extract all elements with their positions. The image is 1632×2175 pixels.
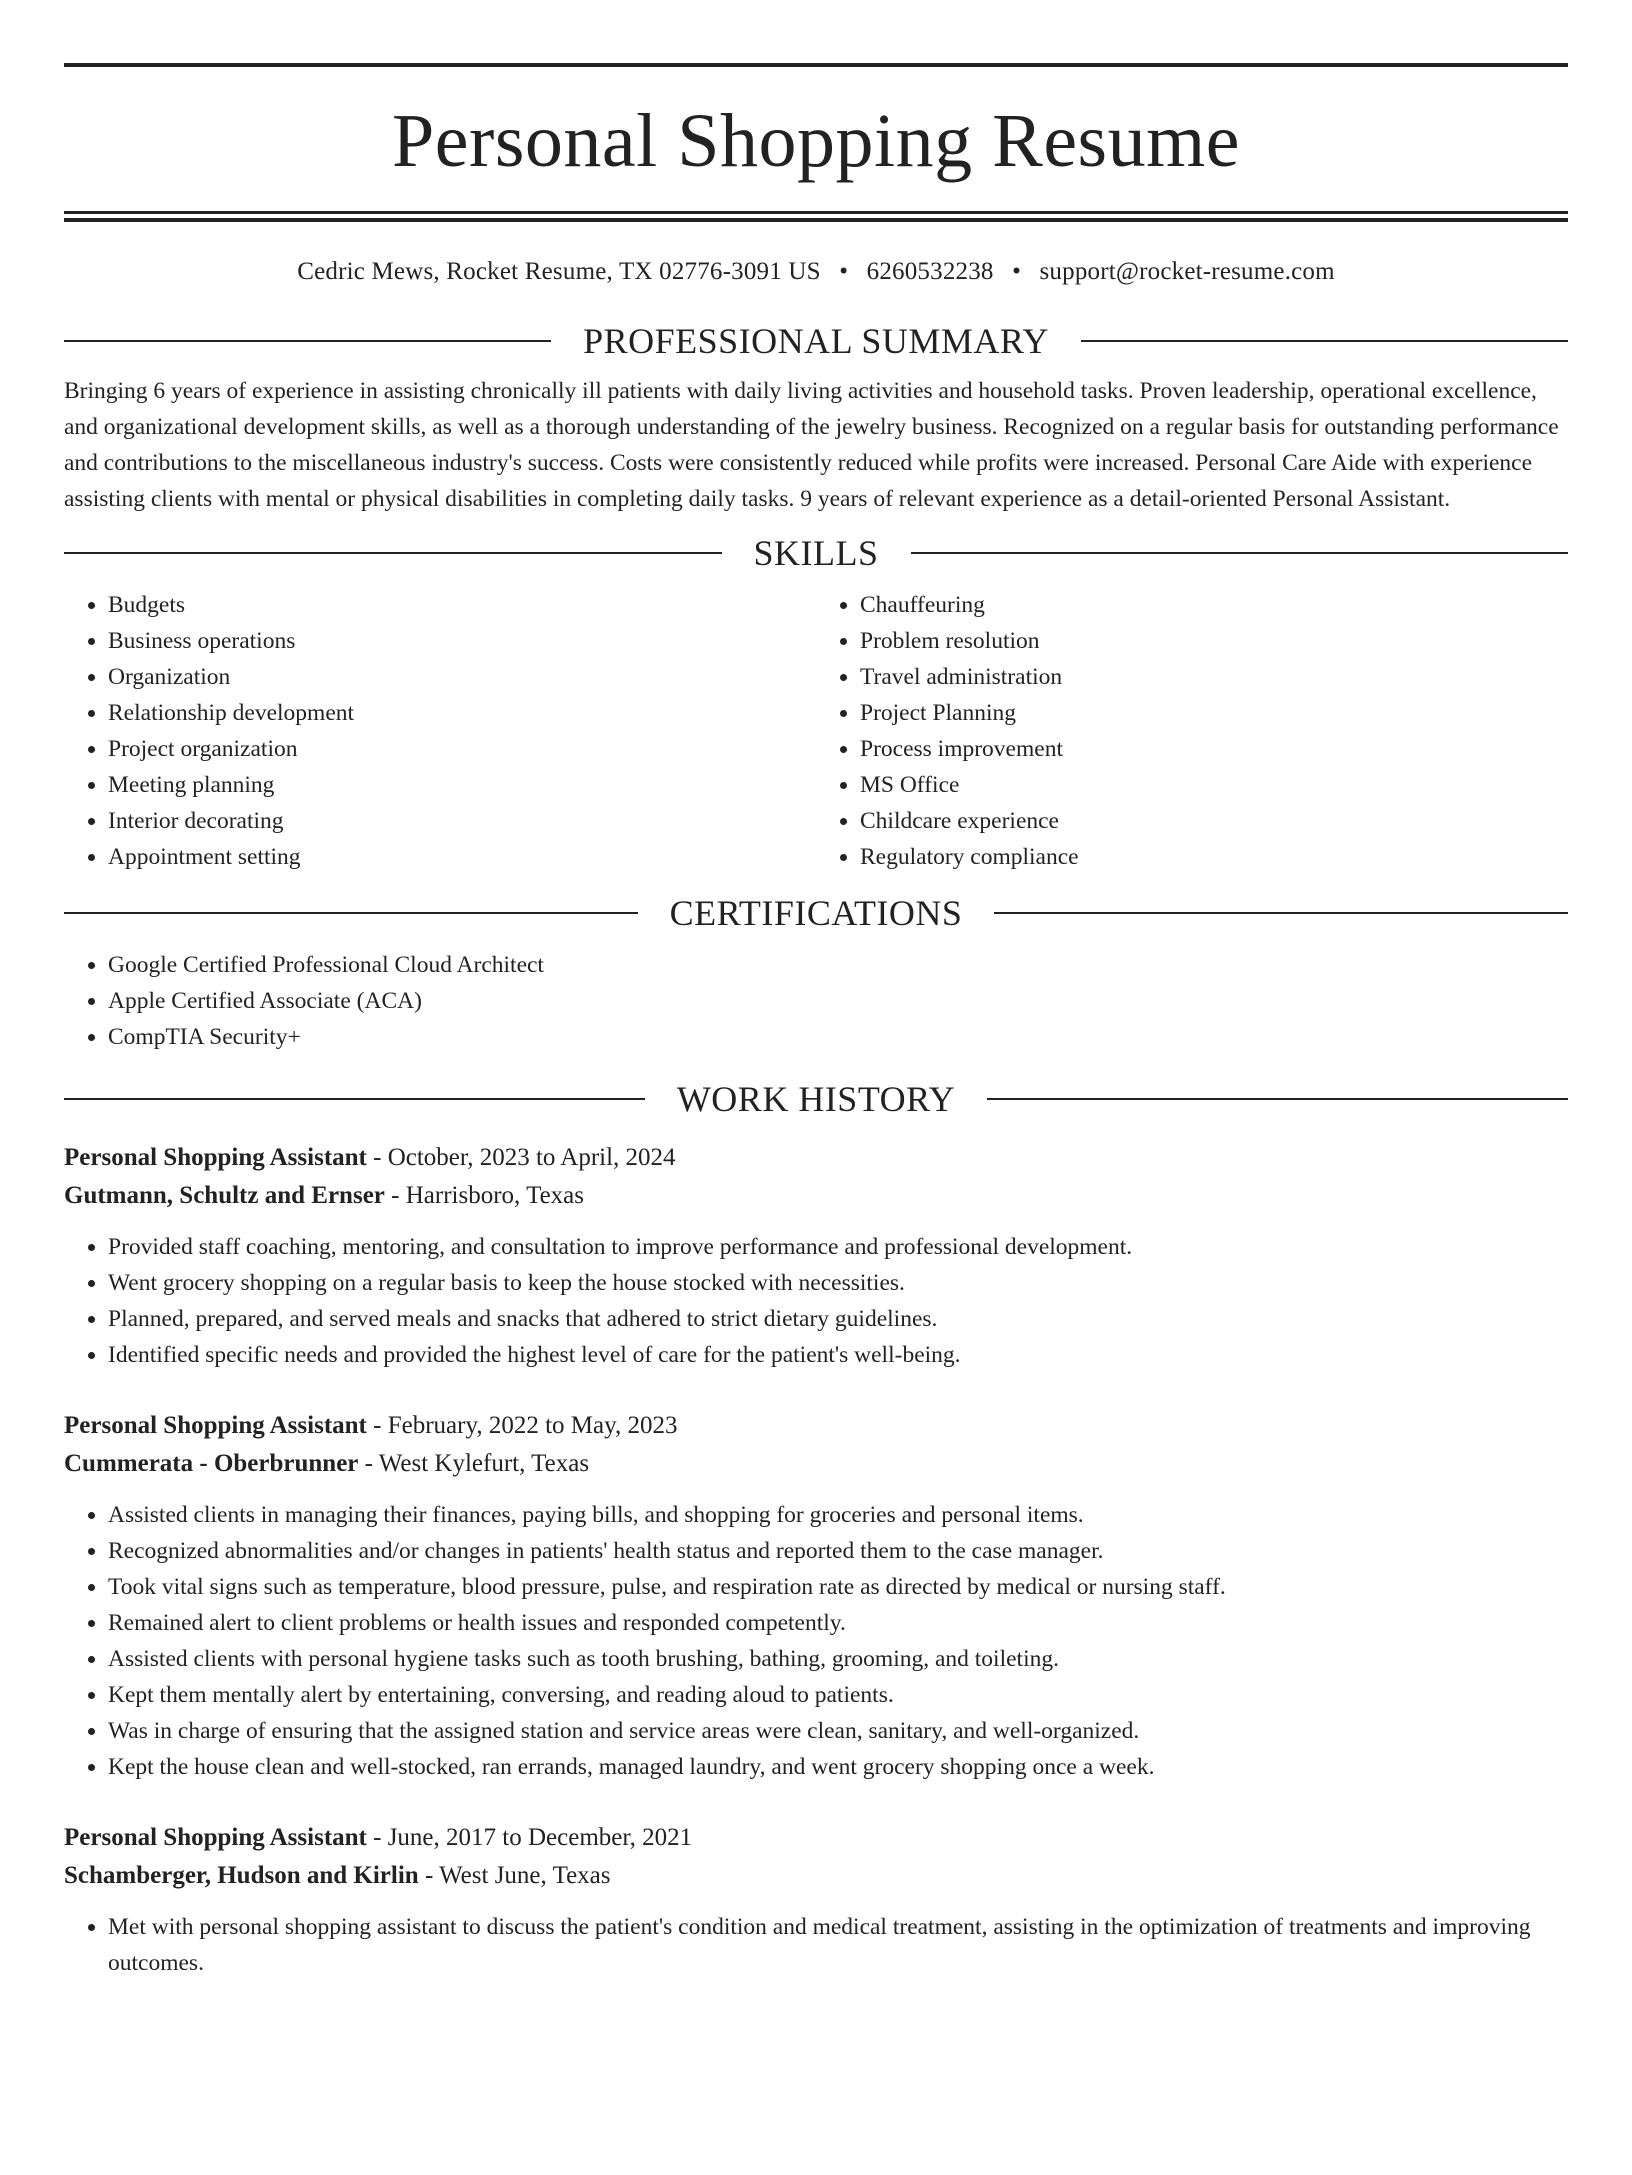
skills-heading: SKILLS	[753, 533, 879, 573]
skill-item: • Appointment setting	[108, 839, 816, 875]
skills-section-header	[64, 531, 1568, 575]
job-company: Cummerata - Oberbrunner	[64, 1450, 359, 1477]
job-bullets	[64, 1909, 1568, 1981]
section-rule-right	[1081, 340, 1568, 342]
job-title-line	[64, 1139, 1568, 1177]
certification-item: • Apple Certified Associate (ACA)	[108, 983, 1568, 1019]
job-title-line	[64, 1819, 1568, 1857]
job-dates: - June, 2017 to December, 2021	[366, 1824, 693, 1851]
title-double-rule	[64, 211, 1568, 222]
job-bullet: • Planned, prepared, and served meals and snacks that adhered to strict dietary guidelines.	[108, 1301, 1568, 1337]
job-entry	[64, 1407, 1568, 1785]
skill-item: • Process improvement	[860, 731, 1568, 767]
job-dates: - February, 2022 to May, 2023	[366, 1412, 678, 1439]
job-bullet: • Recognized abnormalities and/or changes in patients' health status and reported them to the case manager.	[108, 1533, 1568, 1569]
job-company: Schamberger, Hudson and Kirlin	[64, 1862, 419, 1889]
job-title: Personal Shopping Assistant	[64, 1144, 367, 1171]
job-location: - Harrisboro, Texas	[384, 1182, 585, 1209]
contact-separator: •	[1012, 258, 1022, 285]
certification-item: • Google Certified Professional Cloud Architect	[108, 947, 1568, 983]
skill-item: • Business operations	[108, 623, 816, 659]
resume-title: Personal Shopping Resume	[392, 99, 1240, 183]
job-location: - West June, Texas	[418, 1862, 611, 1889]
job-bullet: • Kept them mentally alert by entertaining, conversing, and reading aloud to patients.	[108, 1677, 1568, 1713]
skill-item: • Project organization	[108, 731, 816, 767]
job-bullet: • Provided staff coaching, mentoring, and consultation to improve performance and professional development.	[108, 1229, 1568, 1265]
skill-item: • Regulatory compliance	[860, 839, 1568, 875]
contact-separator: •	[839, 258, 849, 285]
certifications-list	[64, 947, 1568, 1055]
contact-address: Cedric Mews, Rocket Resume, TX 02776-3091 US	[297, 258, 821, 285]
skill-item: • Childcare experience	[860, 803, 1568, 839]
job-company: Gutmann, Schultz and Ernser	[64, 1182, 385, 1209]
job-bullets	[64, 1497, 1568, 1785]
section-rule-right	[987, 1098, 1568, 1100]
skill-item: • Budgets	[108, 587, 816, 623]
contact-email: support@rocket-resume.com	[1039, 258, 1335, 285]
top-rule	[64, 63, 1568, 67]
job-bullet: • Identified specific needs and provided the highest level of care for the patient's well-being.	[108, 1337, 1568, 1373]
resume-page	[0, 63, 1632, 2175]
section-rule-right	[911, 552, 1569, 554]
job-bullet: • Took vital signs such as temperature, blood pressure, pulse, and respiration rate as directed by medical or nursing staff.	[108, 1569, 1568, 1605]
work-section-header	[64, 1077, 1568, 1121]
summary-text: Bringing 6 years of experience in assisting chronically ill patients with daily living activities and household tasks. Proven leadership, operational excellence, and organizational development skills, as well as a thorough understanding of the jewelry business. Recognized on a regular basis for outstanding performance and contributions to the miscellaneous industry's success. Costs were consistently reduced while profits were increased. Personal Care Aide with experience assisting clients with mental or physical disabilities in completing daily tasks. 9 years of relevant experience as a detail-oriented Personal Assistant.	[64, 378, 1559, 512]
work-heading: WORK HISTORY	[676, 1079, 956, 1119]
skills-grid	[64, 587, 1568, 875]
job-company-line	[64, 1445, 1568, 1483]
job-company-line	[64, 1857, 1568, 1895]
job-bullet: • Assisted clients with personal hygiene tasks such as tooth brushing, bathing, grooming, and toileting.	[108, 1641, 1568, 1677]
job-bullet: • Kept the house clean and well-stocked, ran errands, managed laundry, and went grocery shopping once a week.	[108, 1749, 1568, 1785]
job-title: Personal Shopping Assistant	[64, 1824, 367, 1851]
summary-heading: PROFESSIONAL SUMMARY	[583, 321, 1049, 361]
section-rule-left	[64, 340, 551, 342]
job-bullet: • Went grocery shopping on a regular basis to keep the house stocked with necessities.	[108, 1265, 1568, 1301]
certifications-section-header	[64, 891, 1568, 935]
job-location: - West Kylefurt, Texas	[358, 1450, 590, 1477]
skill-item: • Relationship development	[108, 695, 816, 731]
section-rule-left	[64, 552, 722, 554]
skill-item: • Problem resolution	[860, 623, 1568, 659]
job-dates: - October, 2023 to April, 2024	[366, 1144, 676, 1171]
skill-item: • Chauffeuring	[860, 587, 1568, 623]
skills-list-right	[816, 587, 1568, 875]
section-rule-right	[994, 912, 1568, 914]
job-entry	[64, 1819, 1568, 1981]
skill-item: • Organization	[108, 659, 816, 695]
job-bullet: • Was in charge of ensuring that the assigned station and service areas were clean, sanitary, and well-organized.	[108, 1713, 1568, 1749]
job-entry	[64, 1139, 1568, 1373]
section-rule-left	[64, 912, 638, 914]
job-bullets	[64, 1229, 1568, 1373]
skill-item: • Travel administration	[860, 659, 1568, 695]
section-rule-left	[64, 1098, 645, 1100]
skill-item: • MS Office	[860, 767, 1568, 803]
job-title-line	[64, 1407, 1568, 1445]
skill-item: • Meeting planning	[108, 767, 816, 803]
job-company-line	[64, 1177, 1568, 1215]
contact-line	[64, 255, 1568, 289]
job-bullet: • Remained alert to client problems or health issues and responded competently.	[108, 1605, 1568, 1641]
certifications-heading: CERTIFICATIONS	[669, 893, 963, 933]
certification-item: • CompTIA Security+	[108, 1019, 1568, 1055]
contact-phone: 6260532238	[866, 258, 994, 285]
job-bullet: • Met with personal shopping assistant to discuss the patient's condition and medical treatment, assisting in the optimization of treatments and improving outcomes.	[108, 1909, 1568, 1981]
skill-item: • Project Planning	[860, 695, 1568, 731]
summary-section-header	[64, 319, 1568, 363]
skills-list-left	[64, 587, 816, 875]
skill-item: • Interior decorating	[108, 803, 816, 839]
job-bullet: • Assisted clients in managing their finances, paying bills, and shopping for groceries and personal items.	[108, 1497, 1568, 1533]
job-title: Personal Shopping Assistant	[64, 1412, 367, 1439]
